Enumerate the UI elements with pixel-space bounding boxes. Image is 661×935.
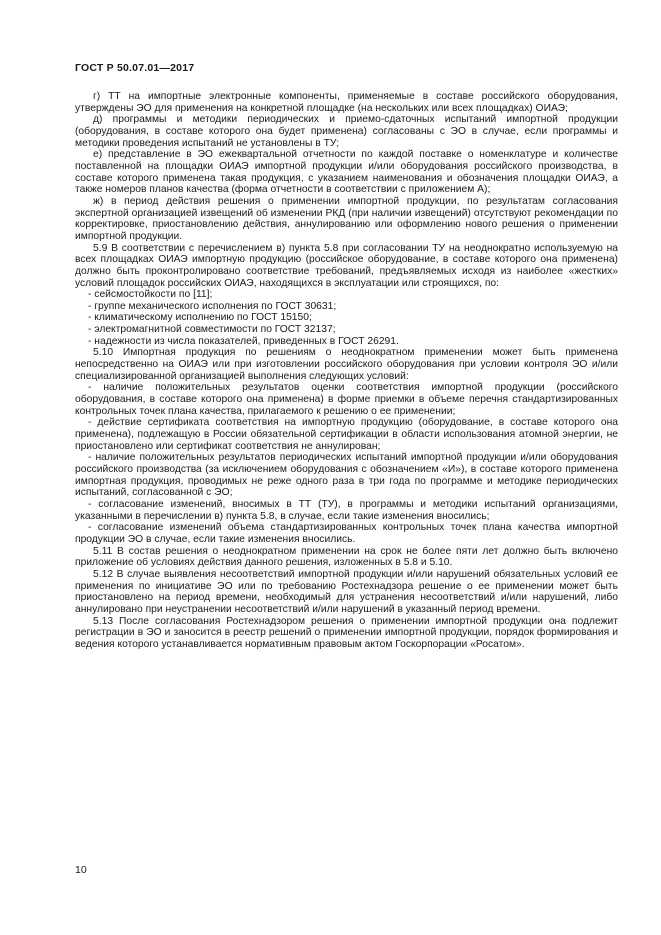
page-number: 10	[75, 864, 87, 876]
paragraph: д) программы и методики периодических и приемо-сдаточных испытаний импортной продукции (оборудования, в составе которого она будет применена) согласованы с ЭО в случае, если программы и методики проведения испытаний не установлены в ТУ;	[75, 114, 618, 149]
list-item: - действие сертификата соответствия на импортную продукцию (оборудование, в составе которого она применена), подлежащую в России обязательной сертификации в области использования атомной энергии, не приостановлено или сертификат соответствия не аннулирован;	[75, 417, 618, 452]
paragraph: 5.10 Импортная продукция по решениям о неоднократном применении может быть применена непосредственно на ОИАЭ или при изготовлении российского оборудования при условии контроля ЭО и/или специализированной организацией выполнения следующих условий:	[75, 347, 618, 382]
document-header: ГОСТ Р 50.07.01—2017	[75, 62, 195, 74]
paragraph: е) представление в ЭО ежеквартальной отчетности по каждой поставке о номенклатуре и количестве поставленной на площадки ОИАЭ импортной продукции и/или оборудования российского производства, в составе которого применена такая продукция, с указанием наименования и обозначения площадки ОИАЭ, а также номеров планов качества (форма отчетности в соответствии с приложением А);	[75, 149, 618, 196]
paragraph: ж) в период действия решения о применении импортной продукции, по результатам согласования экспертной организацией извещений об изменении РКД (при наличии извещений) отсутствуют рекомендации по корректировке, приостановлению действия, аннулированию или оформлению нового решения о применении импортной продукции.	[75, 195, 618, 242]
list-item: - наличие положительных результатов периодических испытаний импортной продукции и/или оборудования российского производства (за исключением оборудования с обозначением «И»), в составе которого применена импортная продукция, проводимых не реже одного раза в три года по программе и методике периодических испытаний, согласованной с ЭО;	[75, 452, 618, 499]
list-item: - электромагнитной совместимости по ГОСТ 32137;	[88, 324, 336, 336]
paragraph: 5.11 В состав решения о неоднократном применении на срок не более пяти лет должно быть включено приложение об условиях действия данного решения, изложенных в 5.8 и 5.10.	[75, 545, 618, 569]
list-item: - сейсмостойкости по [11];	[88, 289, 213, 301]
list-item: - надежности из числа показателей, приведенных в ГОСТ 26291.	[88, 335, 399, 347]
list-item: - климатическому исполнению по ГОСТ 15150;	[88, 312, 312, 324]
paragraph: 5.13 После согласования Ростехнадзором решения о применении импортной продукции она подлежит регистрации в ЭО и заносится в реестр решений о применении импортной продукции, порядок формирования и ведения которого устанавливается нормативным правовым актом Госкорпорации «Росатом».	[75, 615, 618, 650]
list-item: - наличие положительных результатов оценки соответствия импортной продукции (российского оборудования, в составе которого она применена) в форме приемки в объеме перечня стандартизированных контрольных точек плана качества, прилагаемого к решению о ее применении;	[75, 382, 618, 417]
document-body	[75, 91, 618, 651]
paragraph: г) ТТ на импортные электронные компоненты, применяемые в составе российского оборудования, утверждены ЭО для применения на конкретной площадке (на нескольких или всех площадках) ОИАЭ;	[75, 91, 618, 114]
list-item: - группе механического исполнения по ГОСТ 30631;	[88, 300, 337, 312]
list-item: - согласование изменений, вносимых в ТТ (ТУ), в программы и методики испытаний организациями, указанными в перечислении в) пункта 5.8, в случае, если такие изменения вносились;	[75, 498, 618, 522]
paragraph: 5.9 В соответствии с перечислением в) пункта 5.8 при согласовании ТУ на неоднократно используемую на всех площадках ОИАЭ импортную продукцию (российское оборудование, в составе которого она применена) должно быть проконтролировано соответствие требований, предъявляемых исходя из наиболее «жестких» условий площадок российских ОИАЭ, находящихся в эксплуатации или строящихся, по:	[75, 242, 618, 289]
paragraph: 5.12 В случае выявления несоответствий импортной продукции и/или нарушений обязательных условий ее применения по инициативе ЭО или по требованию Ростехнадзора решение о ее применении может быть приостановлено на период времени, необходимый для устранения несоответствий и/или нарушений, либо аннулировано при неустранении несоответствий и/или нарушений в указанный период времени.	[75, 568, 618, 615]
list-item: - согласование изменений объема стандартизированных контрольных точек плана качества импортной продукции ЭО в случае, если такие изменения вносились.	[75, 522, 618, 545]
